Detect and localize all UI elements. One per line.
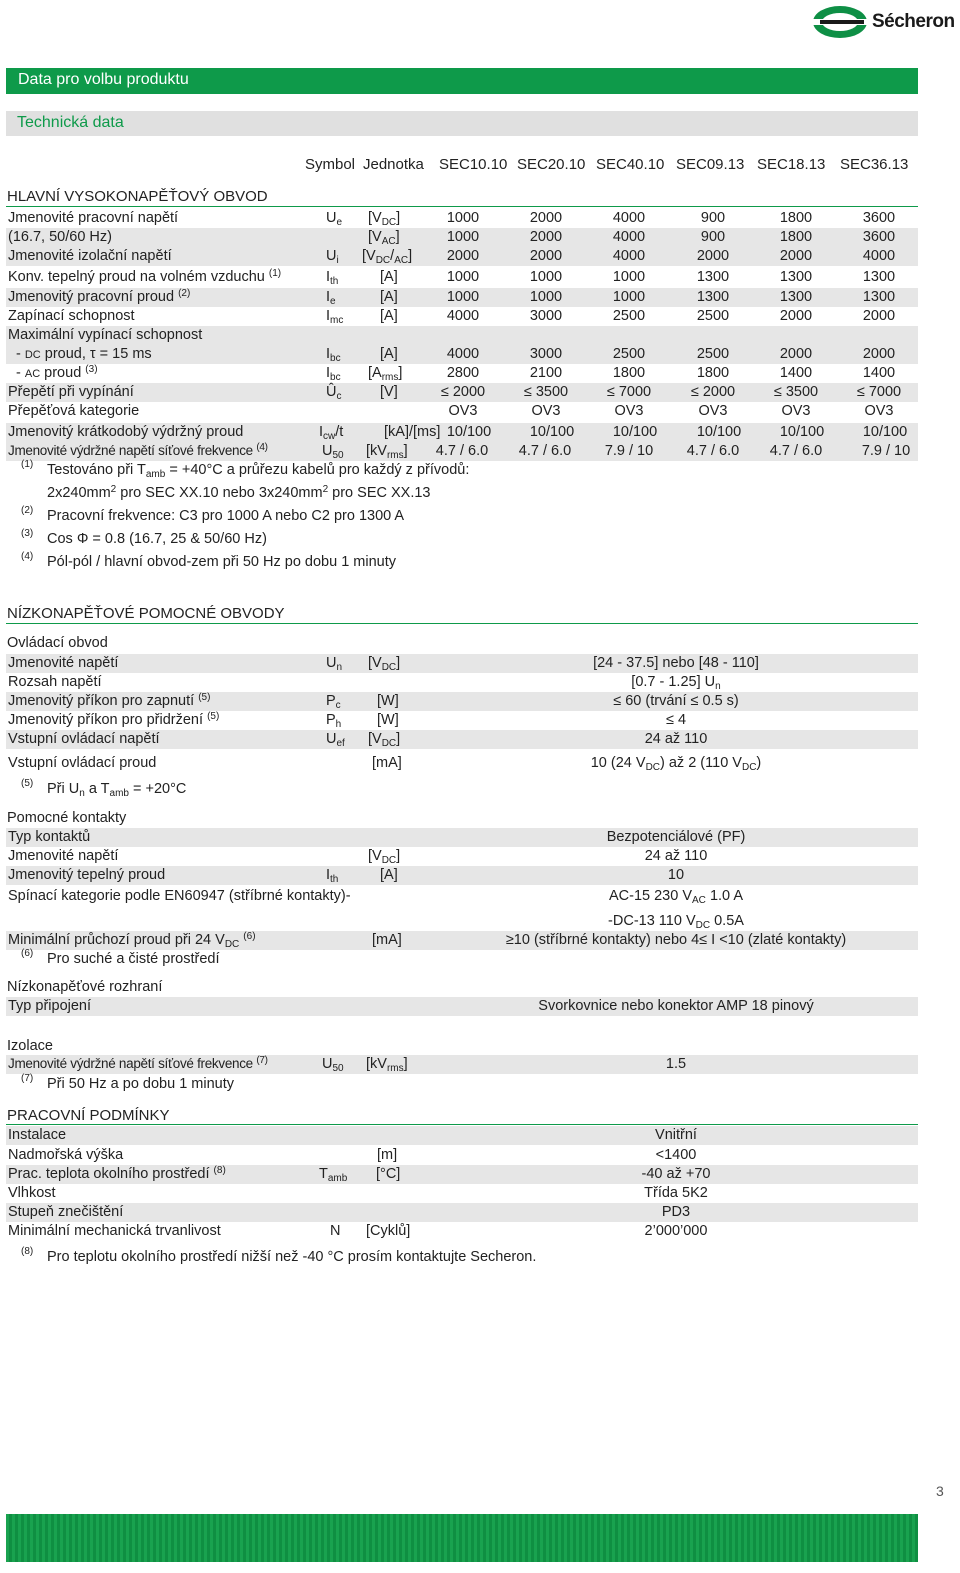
page-title: Data pro volbu produktu <box>18 71 189 88</box>
row-label: Přepěťová kategorie <box>8 403 140 419</box>
row-label: Jmenovité izolační napětí <box>8 248 172 264</box>
row-unit: [Cyklů] <box>366 1223 411 1239</box>
row-label: - AC proud $^{(3)}$ <box>16 364 98 381</box>
cell-value: 10/100 <box>696 424 742 440</box>
section-divider <box>6 206 918 207</box>
cell-value: ≤ 4 <box>665 712 687 728</box>
table-row <box>6 711 918 730</box>
cell-value: ≥10 (stříbrné kontakty) nebo 4≤ I <10 (zlaté kontakty) <box>505 932 847 948</box>
row-label: Zapínací schopnost <box>8 308 135 324</box>
cell-value: 1800 <box>696 365 730 381</box>
cell-value: 1400 <box>779 365 813 381</box>
row-symbol: $P_c$ <box>326 693 341 711</box>
row-symbol: $U_n$ <box>326 655 343 673</box>
cell-value: 1300 <box>862 289 896 305</box>
cell-value: OV3 <box>614 403 644 419</box>
table-row <box>6 654 918 673</box>
cell-value: 2100 <box>529 365 563 381</box>
section-divider <box>6 623 918 624</box>
cell-value: 1.5 <box>665 1056 687 1072</box>
cell-value: 3000 <box>529 308 563 324</box>
cell-value: 2000 <box>529 210 563 226</box>
cell-value: ≤ 3500 <box>773 384 819 400</box>
group-title: Ovládací obvod <box>7 635 108 651</box>
cell-value: 2500 <box>612 346 646 362</box>
cell-value: 4.7 / 6.0 <box>769 443 823 459</box>
cell-value: 3600 <box>862 210 896 226</box>
page-title-bar <box>6 68 918 94</box>
row-symbol: $U_i$ <box>326 248 339 266</box>
col-header-model: SEC20.10 <box>517 156 586 173</box>
row-label: Typ kontaktů <box>8 829 91 845</box>
row-unit: $[V_{AC}]$ <box>368 229 400 247</box>
col-header-model: SEC09.13 <box>676 156 745 173</box>
cell-value: 2000 <box>696 248 730 264</box>
row-symbol: $I_{bc}$ <box>326 365 341 383</box>
table-row <box>6 673 918 692</box>
cell-value: 2000 <box>779 308 813 324</box>
table-row <box>6 754 918 773</box>
row-label: Spínací kategorie podle EN60947 (stříbrné kontakty)- <box>8 888 351 904</box>
cell-value: 1000 <box>446 229 480 245</box>
row-label: Minimální průchozí proud při 24 $V_{DC}$ $^{(6)}$ <box>8 931 256 950</box>
cell-value: 3600 <box>862 229 896 245</box>
table-row <box>6 1184 918 1203</box>
cell-value: 1000 <box>529 269 563 285</box>
secheron-logo <box>812 4 960 40</box>
row-label: Přepětí při vypínání <box>8 384 134 400</box>
table-row <box>6 307 918 326</box>
row-unit: $[V_{DC}]$ <box>368 655 401 673</box>
col-header-unit: Jednotka <box>363 156 424 173</box>
row-symbol: $I_{th}$ <box>326 269 339 287</box>
cell-value: 2800 <box>446 365 480 381</box>
row-label: Konv. tepelný proud na volném vzduchu $^{(1)}$ <box>8 268 282 285</box>
row-label: Jmenovité výdržné napětí síťové frekvence $^{(4)}$ <box>8 442 268 458</box>
cell-value: 1300 <box>862 269 896 285</box>
table-row <box>6 912 918 931</box>
cell-value: 4.7 / 6.0 <box>518 443 572 459</box>
cell-value: [24 - 37.5] nebo [48 - 110] <box>593 655 759 671</box>
row-label: Jmenovitý příkon pro zapnutí $^{(5)}$ <box>8 692 211 709</box>
row-label: - DC proud, τ = 15 ms <box>16 346 152 362</box>
cell-value: 10/100 <box>779 424 825 440</box>
row-label: Jmenovité napětí <box>8 655 119 671</box>
row-symbol: $I_e$ <box>326 289 336 307</box>
row-label: Nadmořská výška <box>8 1147 124 1163</box>
table-row <box>6 383 918 402</box>
table-row <box>6 209 918 228</box>
row-label: Jmenovité výdržné napětí síťové frekvence $^{(7)}$ <box>8 1055 268 1071</box>
cell-value: 7.9 / 10 <box>604 443 654 459</box>
cell-value: ≤ 7000 <box>606 384 652 400</box>
row-label: Vstupní ovládací napětí <box>8 731 160 747</box>
cell-value: OV3 <box>448 403 478 419</box>
cell-value: 1300 <box>696 289 730 305</box>
cell-value: 2000 <box>779 248 813 264</box>
cell-value: 24 až 110 <box>644 731 708 747</box>
table-row <box>6 228 918 247</box>
logo-text: Sécheron <box>872 11 955 32</box>
row-unit: [W] <box>377 693 399 709</box>
row-symbol: $Û_c$ <box>326 384 342 402</box>
cell-value: 2000 <box>529 229 563 245</box>
cell-value: [0.7 - 1.25] $U_n$ <box>631 674 721 692</box>
table-row <box>6 423 918 442</box>
cell-value: 4000 <box>612 210 646 226</box>
col-header-symbol: Symbol <box>305 156 356 173</box>
cell-value: 3000 <box>529 346 563 362</box>
row-unit: [A] <box>380 308 398 324</box>
table-row <box>6 1146 918 1165</box>
cell-value: OV3 <box>531 403 561 419</box>
row-symbol: $I_{mc}$ <box>326 308 344 326</box>
cell-value: 24 až 110 <box>644 848 708 864</box>
row-label: Prac. teplota okolního prostředí $^{(8)}$ <box>8 1165 226 1182</box>
table-row <box>6 1203 918 1222</box>
cell-value: 1000 <box>446 289 480 305</box>
table-row <box>6 931 918 950</box>
row-unit: [A] <box>380 289 398 305</box>
cell-value: 2500 <box>696 308 730 324</box>
row-symbol: $U_{50}$ <box>322 1056 344 1074</box>
table-row <box>6 1126 918 1145</box>
cell-value: 2’000’000 <box>644 1223 708 1239</box>
cell-value: 4000 <box>612 248 646 264</box>
row-label: Jmenovité napětí <box>8 848 119 864</box>
row-unit: [°C] <box>376 1166 401 1182</box>
table-row <box>6 866 918 885</box>
table-row <box>6 288 918 307</box>
cell-value: 4.7 / 6.0 <box>435 443 489 459</box>
cell-value: ≤ 2000 <box>690 384 736 400</box>
cell-value: ≤ 2000 <box>440 384 486 400</box>
section-divider <box>6 1124 918 1125</box>
table-row <box>6 997 918 1016</box>
row-label: Rozsah napětí <box>8 674 102 690</box>
table-row <box>6 1222 918 1241</box>
row-symbol: $I_{th}$ <box>326 867 339 885</box>
cell-value: 1300 <box>696 269 730 285</box>
group-title: Pomocné kontakty <box>7 810 127 826</box>
section-title-op: PRACOVNÍ PODMÍNKY <box>7 1107 170 1124</box>
footer-bar <box>6 1514 918 1562</box>
cell-value: 10/100 <box>446 424 492 440</box>
table-row <box>6 692 918 711</box>
cell-value: 1000 <box>446 269 480 285</box>
cell-value: OV3 <box>864 403 894 419</box>
cell-value: OV3 <box>698 403 728 419</box>
row-label: (16.7, 50/60 Hz) <box>8 229 112 245</box>
cell-value: 1800 <box>612 365 646 381</box>
table-row <box>6 247 918 266</box>
row-label: Typ připojení <box>8 998 92 1014</box>
row-label: Maximální vypínací schopnost <box>8 327 203 343</box>
page-number: 3 <box>936 1483 944 1499</box>
cell-value: 10 (24 $V_{DC}$) až 2 (110 $V_{DC}$) <box>590 755 762 773</box>
cell-value: 1400 <box>862 365 896 381</box>
row-unit: [A] <box>380 269 398 285</box>
table-row <box>6 442 918 461</box>
cell-value: 4.7 / 6.0 <box>686 443 740 459</box>
row-symbol: $I_{cw}/t$ <box>319 424 344 442</box>
cell-value: Třída 5K2 <box>644 1185 708 1201</box>
col-header-model: SEC36.13 <box>840 156 909 173</box>
row-unit: $[kV_{rms}]$ <box>366 1056 408 1074</box>
cell-value: ≤ 7000 <box>856 384 902 400</box>
row-unit: $[V_{DC}]$ <box>368 731 401 749</box>
row-label: Vlhkost <box>8 1185 56 1201</box>
cell-value: 4000 <box>446 346 480 362</box>
cell-value: 900 <box>700 210 726 226</box>
table-row <box>6 887 918 906</box>
row-symbol: $U_{50}$ <box>322 443 344 461</box>
row-label: Vstupní ovládací proud <box>8 755 157 771</box>
cell-value: 10 <box>667 867 685 883</box>
cell-value: 2000 <box>862 346 896 362</box>
cell-value: 2000 <box>779 346 813 362</box>
row-label: Minimální mechanická trvanlivost <box>8 1223 221 1239</box>
col-header-model: SEC18.13 <box>757 156 826 173</box>
cell-value: -40 až +70 <box>641 1166 711 1182</box>
cell-value: -DC-13 110 $V_{DC}$ 0.5A <box>608 913 744 931</box>
table-row <box>6 828 918 847</box>
cell-value: 1800 <box>779 210 813 226</box>
table-row <box>6 730 918 749</box>
row-symbol: $U_e$ <box>326 210 343 228</box>
cell-value: 4000 <box>612 229 646 245</box>
cell-value: 1000 <box>612 289 646 305</box>
table-row <box>6 1055 918 1074</box>
cell-value: 7.9 / 10 <box>861 443 911 459</box>
cell-value: Vnitřní <box>655 1127 697 1143</box>
cell-value: 10/100 <box>612 424 658 440</box>
cell-value: 1000 <box>612 269 646 285</box>
cell-value: ≤ 60 (trvání ≤ 0.5 s) <box>613 693 739 709</box>
row-label: Instalace <box>8 1127 67 1143</box>
section-title-lv: NÍZKONAPĚŤOVÉ POMOCNÉ OBVODY <box>7 605 285 622</box>
page-subtitle: Technická data <box>17 114 124 131</box>
row-label: Jmenovitý krátkodobý výdržný proud <box>8 424 244 440</box>
row-unit: [V] <box>380 384 398 400</box>
table-row <box>6 364 918 383</box>
row-unit: [mA] <box>372 932 402 948</box>
cell-value: AC-15 230 $V_{AC}$ 1.0 A <box>608 888 744 906</box>
cell-value: 2000 <box>446 248 480 264</box>
row-unit: [W] <box>377 712 399 728</box>
row-unit: [kA]/[ms] <box>384 424 441 440</box>
table-row <box>6 268 918 287</box>
row-unit: $[kV_{rms}]$ <box>366 443 408 461</box>
col-header-model: SEC10.10 <box>439 156 508 173</box>
table-row <box>6 1165 918 1184</box>
cell-value: Bezpotenciálové (PF) <box>606 829 746 845</box>
row-label: Stupeň znečištění <box>8 1204 124 1220</box>
cell-value: 2000 <box>862 308 896 324</box>
row-label: Jmenovitý pracovní proud $^{(2)}$ <box>8 288 191 305</box>
cell-value: 10/100 <box>529 424 575 440</box>
secheron-logo-icon <box>812 4 868 40</box>
section-title-hv: HLAVNÍ VYSOKONAPĚŤOVÝ OBVOD <box>7 188 268 205</box>
row-unit: [mA] <box>372 755 402 771</box>
cell-value: 900 <box>700 229 726 245</box>
row-symbol: $I_{bc}$ <box>326 346 341 364</box>
cell-value: 2000 <box>529 248 563 264</box>
row-symbol: N <box>330 1223 341 1239</box>
cell-value: 1300 <box>779 269 813 285</box>
row-label: Jmenovitý příkon pro přidržení $^{(5)}$ <box>8 711 220 728</box>
cell-value: ≤ 3500 <box>523 384 569 400</box>
cell-value: 4000 <box>862 248 896 264</box>
row-unit: [A] <box>380 346 398 362</box>
row-unit: $[V_{DC}]$ <box>368 848 401 866</box>
table-row <box>6 345 918 364</box>
subtitle-bar <box>6 111 918 136</box>
cell-value: <1400 <box>655 1147 697 1163</box>
row-unit: [A] <box>380 867 398 883</box>
row-symbol: $T_{amb}$ <box>319 1166 348 1184</box>
cell-value: OV3 <box>781 403 811 419</box>
cell-value: 2500 <box>612 308 646 324</box>
col-header-model: SEC40.10 <box>596 156 665 173</box>
row-unit: $[V_{DC}/_{AC}]$ <box>362 248 413 266</box>
row-unit: [m] <box>377 1147 398 1163</box>
row-unit: $[V_{DC}]$ <box>368 210 401 228</box>
cell-value: 4000 <box>446 308 480 324</box>
table-row <box>6 402 918 421</box>
group-title: Nízkonapěťové rozhraní <box>7 979 163 995</box>
cell-value: 1300 <box>779 289 813 305</box>
cell-value: 1800 <box>779 229 813 245</box>
row-unit: $[A_{rms}]$ <box>368 365 403 383</box>
cell-value: 1000 <box>529 289 563 305</box>
cell-value: 10/100 <box>862 424 908 440</box>
group-title: Izolace <box>7 1038 53 1054</box>
row-label: Jmenovitý tepelný proud <box>8 867 166 883</box>
cell-value: PD3 <box>661 1204 691 1220</box>
cell-value: Svorkovnice nebo konektor AMP 18 pinový <box>538 998 814 1014</box>
row-symbol: $P_h$ <box>326 712 342 730</box>
table-row <box>6 847 918 866</box>
row-label: Jmenovité pracovní napětí <box>8 210 179 226</box>
row-symbol: $U_{ef}$ <box>326 731 345 749</box>
cell-value: 1000 <box>446 210 480 226</box>
cell-value: 2500 <box>696 346 730 362</box>
table-row <box>6 326 918 345</box>
